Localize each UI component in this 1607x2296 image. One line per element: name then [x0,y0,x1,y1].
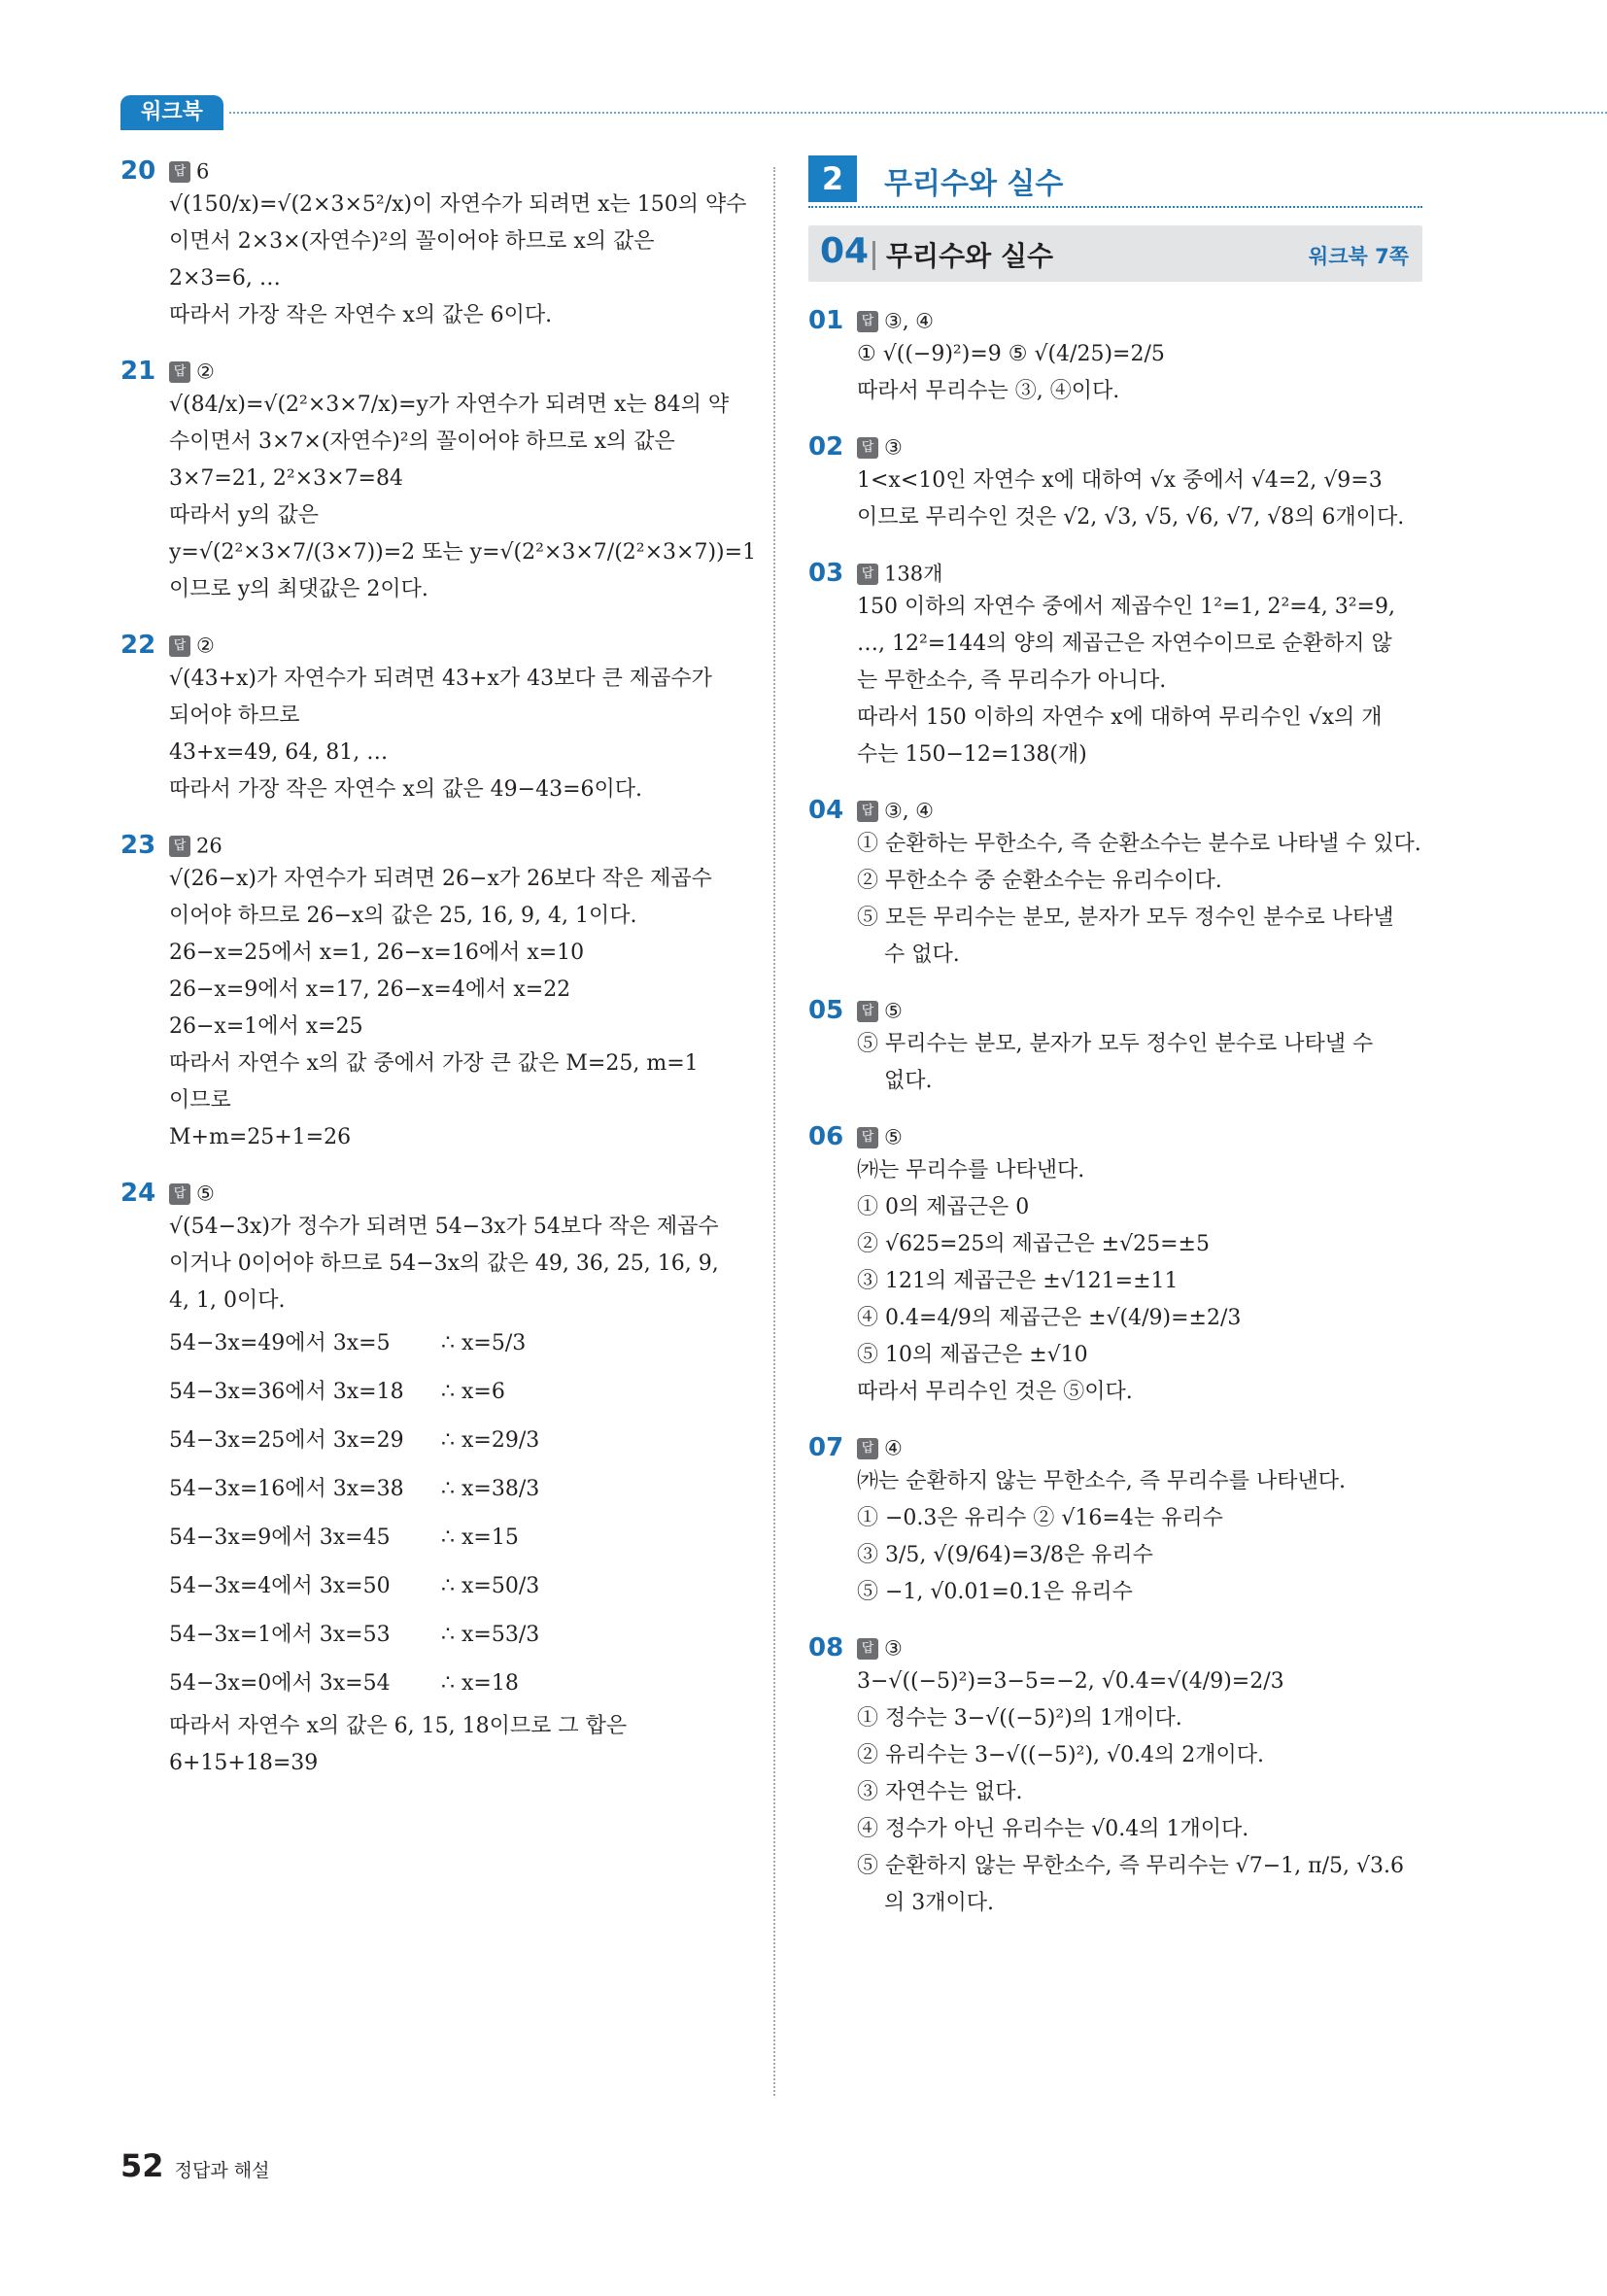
answer-value: ⑤ [884,999,903,1023]
problem-header [808,1121,1422,1152]
unit-title: 무리수와 실수 [886,240,1054,272]
problem-right-01 [808,305,1422,410]
problem-left-20 [120,155,747,334]
equation-row [169,1465,742,1514]
solution-line: ⑤ 순환하지 않는 무한소수, 즉 무리수는 √7−1, π/5, √3.6 [857,1854,1405,1878]
dap-badge-icon: 답 [857,1127,878,1148]
problem-header [808,431,1422,463]
solution-line: √(54−3x)가 정수가 되려면 54−3x가 54보다 작은 제곱수 [169,1215,719,1239]
section-number: 2 [808,155,857,202]
problem-body [808,1026,1422,1100]
answer-value: ③, ④ [884,309,935,333]
solution-line: 따라서 무리수인 것은 ⑤이다. [857,1380,1133,1404]
problem-body [808,1463,1422,1611]
problem-left-24 [120,1178,742,1782]
unit-code: 04 [820,231,870,271]
solution-line: 150 이하의 자연수 중에서 제곱수인 1²=1, 2²=4, 3²=9, [857,595,1395,619]
page-footer [120,2147,269,2184]
solution-line: ③ 3/5, √(9/64)=3/8은 유리수 [857,1543,1153,1567]
problem-right-08 [808,1632,1422,1922]
solution-line: ④ 정수가 아닌 유리수는 √0.4̇의 1개이다. [857,1817,1249,1841]
equation-left: 54−3x=9에서 3x=45 [169,1525,391,1550]
solution-line: ① −0.3은 유리수 ② √16=4는 유리수 [857,1506,1223,1530]
problem-header [120,356,742,387]
problem-header [120,630,742,661]
solution-line: ⑤ 10의 제곱근은 ±√10 [857,1343,1088,1367]
equation-result: ∴ x=53/3 [441,1623,540,1647]
dap-badge-icon: 답 [169,836,190,857]
problem-header [120,830,742,861]
answer-value: 6 [196,159,210,184]
problem-right-05 [808,995,1422,1100]
problem-number: 05 [808,996,844,1025]
solution-line: 이므로 [169,1088,231,1113]
problem-number: 06 [808,1122,844,1151]
equation-result: ∴ x=18 [441,1671,519,1696]
answer-value: ④ [884,1436,903,1460]
equation-left: 54−3x=25에서 3x=29 [169,1428,404,1453]
problem-number: 03 [808,559,844,588]
page-number: 52 [120,2147,164,2184]
solution-line: 따라서 무리수는 ③, ④이다. [857,379,1120,403]
problem-number: 20 [120,156,156,186]
solution-line: ① 0의 제곱근은 0 [857,1195,1030,1219]
solution-line: 2×3=6, … [169,266,281,291]
answer-value: ③, ④ [884,799,935,823]
section-rule [808,206,1422,208]
equation-result: ∴ x=15 [441,1525,519,1550]
problem-body [808,1663,1422,1922]
problem-body [808,589,1422,773]
problem-number: 23 [120,831,156,860]
solution-line: ④ 0.4̇=4/9의 제곱근은 ±√(4/9)=±2/3 [857,1306,1242,1330]
problem-header [808,1432,1422,1463]
solution-line: 1<x<10인 자연수 x에 대하여 √x 중에서 √4=2, √9=3 [857,468,1383,493]
equation-result: ∴ x=6 [441,1380,505,1404]
problem-number: 21 [120,357,156,386]
solution-line: 되어야 하므로 [169,703,300,728]
problem-right-06 [808,1121,1422,1411]
dap-badge-icon: 답 [169,161,190,183]
problem-number: 04 [808,796,844,825]
solution-line: 이면서 2×3×(자연수)²의 꼴이어야 하므로 x의 값은 [169,229,655,254]
workbook-tag: 워크북 [120,95,223,130]
equation-row [169,1368,742,1417]
problem-body [120,861,742,1156]
solution-line: 4, 1, 0이다. [169,1288,286,1313]
equation-result: ∴ x=5/3 [441,1331,527,1355]
section-title: 무리수와 실수 [884,167,1064,201]
solution-line: 없다. [884,1069,933,1093]
solution-line: 수이면서 3×7×(자연수)²의 꼴이어야 하므로 x의 값은 [169,429,675,454]
header-divider [229,112,1607,114]
solution-line: 수는 150−12=138(개) [857,742,1087,767]
problem-header [808,795,1422,826]
equation-row [169,1514,742,1562]
dap-badge-icon: 답 [169,361,190,383]
footer-label: 정답과 해설 [174,2160,270,2181]
left-column [120,155,757,1803]
problem-body [808,1152,1422,1411]
solution-line: 수 없다. [884,942,960,967]
solution-line: 이므로 y의 최댓값은 2이다. [169,577,428,601]
answer-value: ② [196,634,215,658]
dap-badge-icon: 답 [169,635,190,657]
problem-number: 01 [808,306,844,335]
solution-line: ㈎는 무리수를 나타낸다. [857,1158,1085,1182]
solution-line: ㈎는 순환하지 않는 무한소수, 즉 무리수를 나타낸다. [857,1469,1346,1493]
solution-line: √(150/x)=√(2×3×5²/x)이 자연수가 되려면 x는 150의 약수 [169,192,747,217]
solution-line: √(43+x)가 자연수가 되려면 43+x가 43보다 큰 제곱수가 [169,667,712,691]
solution-line: 3×7=21, 2²×3×7=84 [169,466,403,491]
equation-left: 54−3x=0에서 3x=54 [169,1671,391,1696]
solution-line: ⑤ −1, √0.01=0.1은 유리수 [857,1580,1133,1604]
problem-header [120,1178,742,1209]
solution-line: 따라서 자연수 x의 값 중에서 가장 큰 값은 M=25, m=1 [169,1051,699,1076]
dap-badge-icon: 답 [857,437,878,459]
problem-body [808,826,1422,974]
workbook-page-ref: 워크북 7쪽 [1308,245,1409,268]
solution-line: 3−√((−5)²)=3−5=−2, √0.4̇=√(4/9)=2/3 [857,1669,1284,1694]
column-divider [773,167,775,2096]
problem-header [808,305,1422,336]
equation-result: ∴ x=29/3 [441,1428,540,1453]
dap-badge-icon: 답 [857,311,878,332]
solution-line: 따라서 가장 작은 자연수 x의 값은 49−43=6이다. [169,777,642,802]
solution-line: ① √((−9)²)=9 ⑤ √(4/25)=2/5 [857,342,1165,366]
dap-badge-icon: 답 [857,564,878,585]
problem-right-03 [808,558,1422,773]
problem-header [120,155,742,187]
solution-line: 따라서 150 이하의 자연수 x에 대하여 무리수인 √x의 개 [857,705,1383,730]
solution-line: 43+x=49, 64, 81, … [169,740,389,765]
problem-body [120,1209,742,1782]
solution-line: √(26−x)가 자연수가 되려면 26−x가 26보다 작은 제곱수 [169,867,712,891]
problem-number: 24 [120,1179,156,1208]
equation-left: 54−3x=1에서 3x=53 [169,1623,391,1647]
solution-line: ② 유리수는 3−√((−5)²), √0.4̇의 2개이다. [857,1743,1265,1767]
equation-left: 54−3x=4에서 3x=50 [169,1574,391,1598]
solution-line: ⑤ 모든 무리수는 분모, 분자가 모두 정수인 분수로 나타낼 [857,906,1394,930]
problem-right-04 [808,795,1422,974]
dap-badge-icon: 답 [857,801,878,822]
solution-line: 따라서 y의 값은 [169,503,319,528]
equation-row [169,1562,742,1611]
solution-line: 따라서 자연수 x의 값은 6, 15, 18이므로 그 합은 [169,1714,628,1738]
solution-line: 이어야 하므로 26−x의 값은 25, 16, 9, 4, 1이다. [169,904,637,928]
solution-line: ③ 121의 제곱근은 ±√121=±11 [857,1269,1179,1293]
problem-right-07 [808,1432,1422,1611]
dap-badge-icon: 답 [169,1183,190,1205]
right-column [808,155,1422,1943]
solution-line: 26−x=9에서 x=17, 26−x=4에서 x=22 [169,977,571,1002]
page-header [120,95,1607,130]
solution-line: 의 3개이다. [884,1891,994,1915]
dap-badge-icon: 답 [857,1438,878,1459]
problem-body [120,661,742,808]
solution-line: ⑤ 무리수는 분모, 분자가 모두 정수인 분수로 나타낼 수 [857,1032,1374,1056]
equation-left: 54−3x=36에서 3x=18 [169,1380,404,1404]
equation-left: 54−3x=49에서 3x=5 [169,1331,391,1355]
solution-line: ① 정수는 3−√((−5)²)의 1개이다. [857,1706,1182,1731]
solution-line: ② √625=25의 제곱근은 ±√25=±5 [857,1232,1210,1256]
solution-line: 는 무한소수, 즉 무리수가 아니다. [857,668,1167,693]
problem-number: 07 [808,1433,844,1462]
equation-row [169,1660,742,1708]
solution-line: 이므로 무리수인 것은 √2, √3, √5, √6, √7, √8의 6개이다. [857,505,1405,530]
solution-line: y=√(2²×3×7/(3×7))=2 또는 y=√(2²×3×7/(2²×3×7))=1 [169,540,757,565]
problem-body [120,187,747,334]
answer-value: ⑤ [196,1182,215,1206]
solution-line: M+m=25+1=26 [169,1125,352,1149]
solution-line: √(84/x)=√(2²×3×7/x)=y가 자연수가 되려면 x는 84의 약 [169,393,730,417]
dap-badge-icon: 답 [857,1001,878,1022]
problem-body [120,387,757,608]
equation-result: ∴ x=38/3 [441,1477,540,1501]
dap-badge-icon: 답 [857,1638,878,1660]
solution-line: 26−x=1에서 x=25 [169,1014,363,1039]
equation-row [169,1319,742,1368]
solution-line: 6+15+18=39 [169,1751,319,1775]
answer-value: 138개 [884,562,943,586]
problem-header [808,1632,1422,1663]
equation-left: 54−3x=16에서 3x=38 [169,1477,404,1501]
equation-row [169,1611,742,1660]
problem-number: 22 [120,631,156,660]
section-header [808,155,1422,204]
problem-left-21 [120,356,757,608]
problem-body [808,336,1422,410]
problem-right-02 [808,431,1422,536]
answer-value: ⑤ [884,1125,903,1149]
problem-left-23 [120,830,742,1156]
answer-value: ③ [884,1636,903,1661]
problem-body [808,463,1422,536]
problem-number: 08 [808,1633,844,1662]
answer-value: ② [196,360,215,384]
solution-line: 따라서 가장 작은 자연수 x의 값은 6이다. [169,303,553,327]
right-problems [808,305,1422,1922]
problem-header [808,995,1422,1026]
solution-line: 이거나 0이어야 하므로 54−3x의 값은 49, 36, 25, 16, 9, [169,1251,719,1276]
problem-left-22 [120,630,742,808]
problem-header [808,558,1422,589]
problem-number: 02 [808,432,844,462]
solution-line: …, 12²=144의 양의 제곱근은 자연수이므로 순환하지 않 [857,632,1392,656]
solution-line: 26−x=25에서 x=1, 26−x=16에서 x=10 [169,941,585,965]
unit-bar [808,225,1422,282]
solution-line: ① 순환하는 무한소수, 즉 순환소수는 분수로 나타낼 수 있다. [857,832,1421,856]
answer-value: ③ [884,435,903,460]
solution-line: ③ 자연수는 없다. [857,1780,1023,1804]
equation-result: ∴ x=50/3 [441,1574,540,1598]
unit-divider [872,241,875,270]
equation-row [169,1417,742,1465]
solution-line: ② 무한소수 중 순환소수는 유리수이다. [857,869,1222,893]
answer-value: 26 [196,834,222,858]
